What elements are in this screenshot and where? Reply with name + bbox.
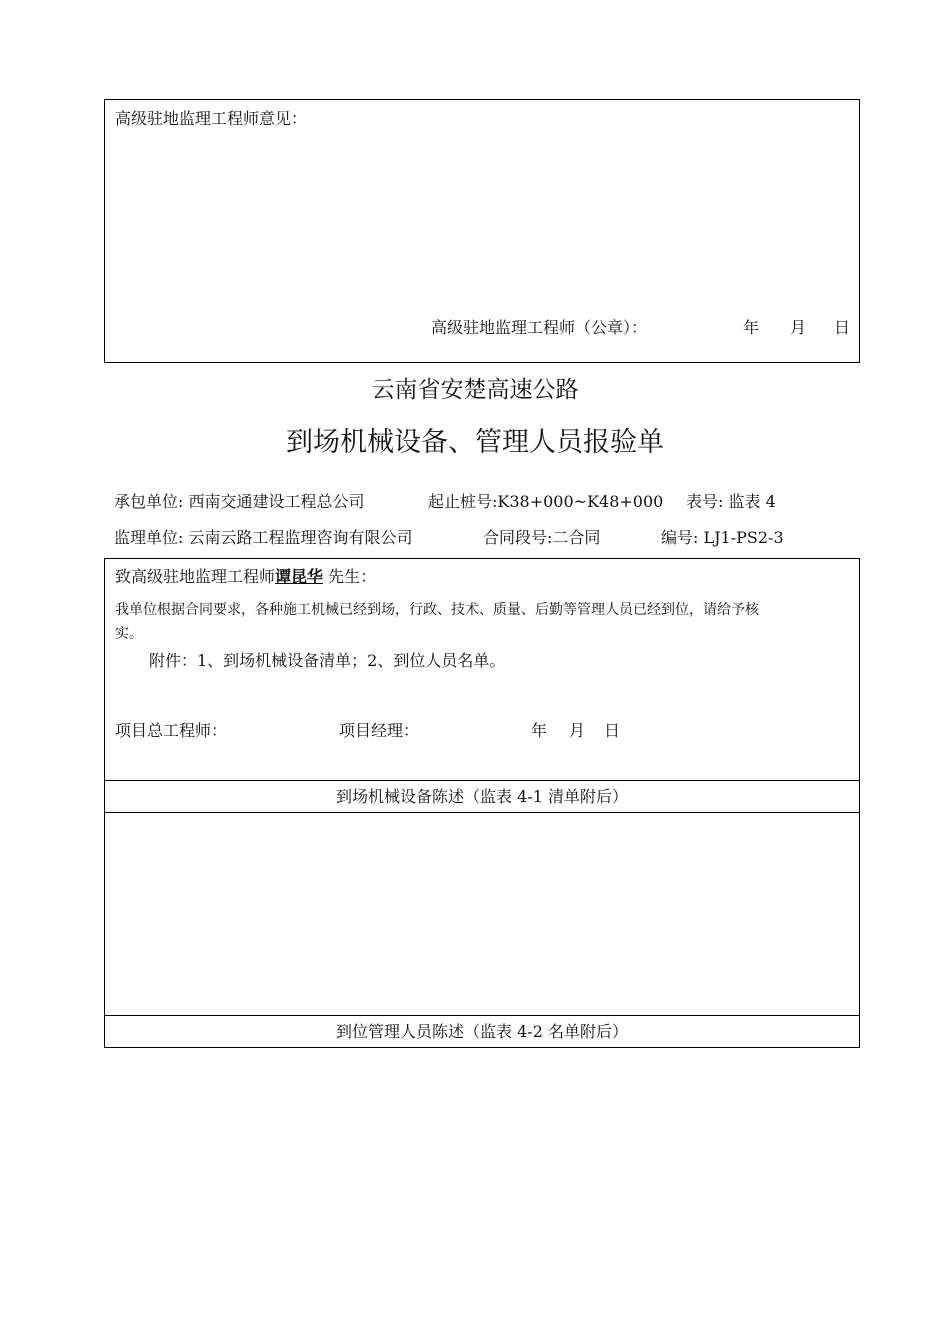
opinion-day: 日 (834, 318, 851, 337)
addressee-prefix: 致高级驻地监理工程师 (115, 567, 276, 586)
contract-value: 二合同 (552, 528, 601, 547)
form-title: 到场机械设备、管理人员报验单 (286, 427, 664, 458)
sign-month: 月 (569, 721, 586, 740)
attachment-line: 附件：1、到场机械设备清单；2、到位人员名单。 (149, 651, 506, 670)
sign-day: 日 (604, 721, 621, 740)
table-no-label: 表号: (686, 492, 724, 511)
equipment-heading: 到场机械设备陈述（监表 4-1 清单附后） (336, 787, 628, 806)
addressee-suffix: 先生： (328, 567, 377, 586)
serial-field (661, 525, 784, 548)
row-divider (105, 780, 859, 781)
opinion-month: 月 (790, 318, 807, 337)
contract-field (483, 525, 600, 548)
supervisor-label: 监理单位: (114, 528, 184, 547)
addressee-line (115, 564, 376, 587)
project-manager-label: 项目经理： (339, 721, 420, 740)
body-line-1: 我单位根据合同要求，各种施工机械已经到场，行政、技术、质量、后勤等管理人员已经到位，请给予核 (115, 602, 759, 618)
sign-year: 年 (531, 721, 548, 740)
stake-label: 起止桩号: (428, 492, 498, 511)
stake-field (428, 489, 663, 512)
supervisor-value: 云南云路工程监理咨询有限公司 (188, 528, 413, 547)
opinion-year: 年 (743, 318, 760, 337)
stake-value: K38+000~K48+000 (497, 492, 664, 511)
row-divider (105, 812, 859, 813)
contractor-value: 西南交通建设工程总公司 (188, 492, 365, 511)
info-line-1 (114, 489, 365, 512)
body-line-2: 实。 (115, 626, 143, 642)
chief-engineer-label: 项目总工程师： (115, 721, 228, 740)
engineer-name: 谭昆华 (275, 567, 324, 586)
personnel-heading: 到位管理人员陈述（监表 4-2 名单附后） (336, 1022, 628, 1041)
contractor-label: 承包单位: (114, 492, 184, 511)
table-no-value: 监表 4 (728, 492, 776, 511)
main-form-table (104, 558, 860, 1048)
table-no-field (686, 489, 776, 512)
serial-label: 编号: (661, 528, 699, 547)
project-title: 云南省安楚高速公路 (371, 377, 579, 403)
opinion-box (104, 99, 860, 363)
serial-value: LJ1-PS2-3 (703, 528, 784, 547)
row-divider (105, 1015, 859, 1016)
contract-label: 合同段号: (483, 528, 553, 547)
info-line-2 (114, 525, 413, 548)
opinion-label: 高级驻地监理工程师意见： (115, 109, 308, 128)
signature-label: 高级驻地监理工程师（公章）： (431, 318, 648, 337)
